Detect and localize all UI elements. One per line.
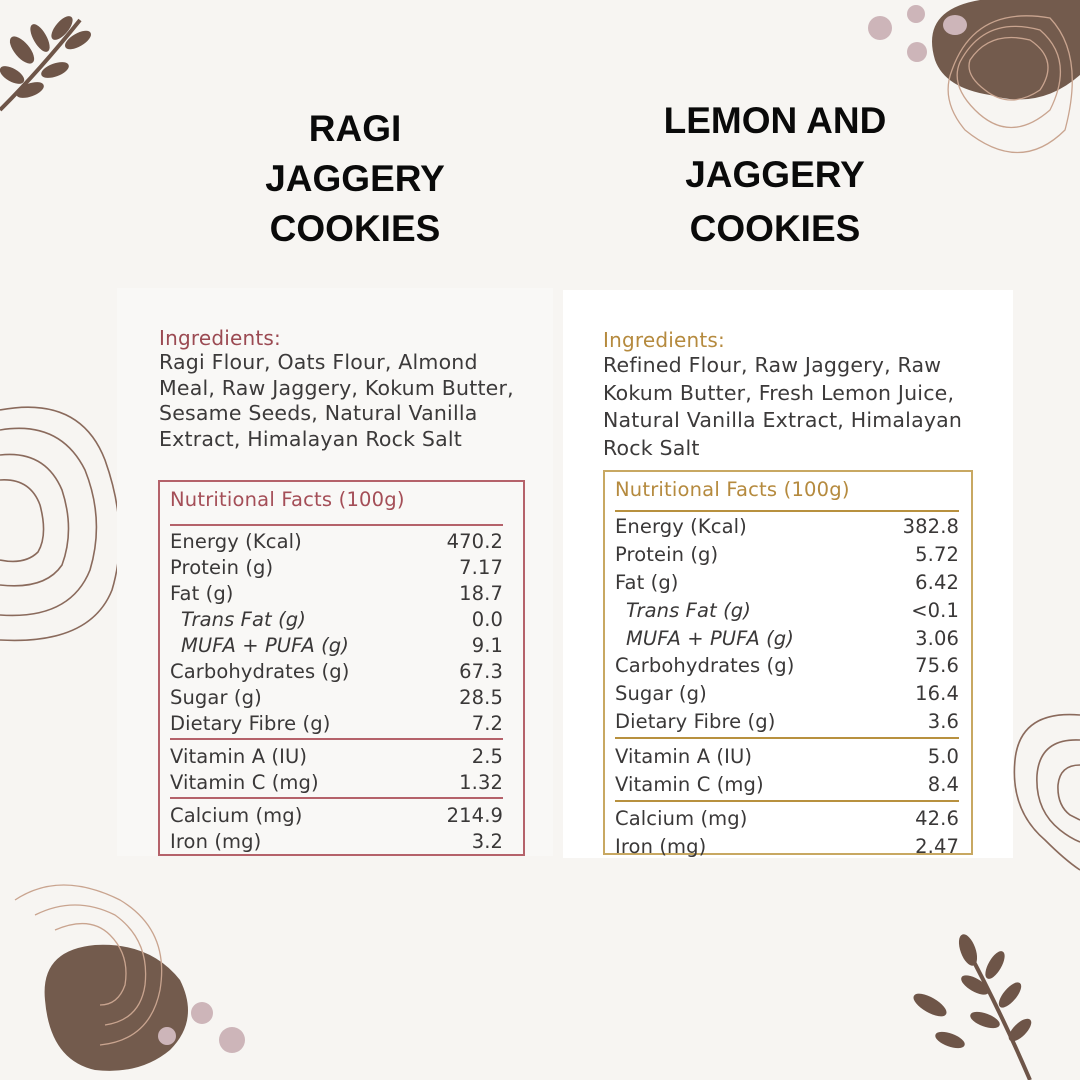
nutrition-row <box>170 528 503 554</box>
nutrient-value: 75.6 <box>915 654 959 678</box>
ingredients-heading: Ingredients: <box>159 326 281 350</box>
nutrition-row <box>170 580 503 606</box>
divider <box>170 524 503 526</box>
nutrient-label: Energy (Kcal) <box>170 529 302 553</box>
divider <box>615 510 959 512</box>
nutrient-label: MUFA + PUFA (g) <box>626 626 794 650</box>
nutrition-row <box>615 624 959 652</box>
nutrition-row <box>170 632 503 658</box>
nutrient-label: Vitamin C (mg) <box>170 770 319 794</box>
nutrient-label: Vitamin A (IU) <box>615 744 753 768</box>
nutrient-value: 470.2 <box>446 529 503 553</box>
nutrient-value: 3.2 <box>471 829 503 853</box>
nutrition-row <box>170 828 503 854</box>
nutrient-value: 7.2 <box>471 711 503 735</box>
product-card-ragi <box>117 288 553 856</box>
nutrient-value: 214.9 <box>446 803 503 827</box>
nutrient-label: Protein (g) <box>170 555 274 579</box>
nutrient-label: Vitamin A (IU) <box>170 744 308 768</box>
ingredients-text: Ragi Flour, Oats Flour, Almond Meal, Raw Jaggery, Kokum Butter, Sesame Seeds, Natural Vanilla Extract, Himalayan Rock Salt <box>159 350 514 451</box>
nutrition-row <box>615 513 959 541</box>
nutrient-label: Calcium (mg) <box>170 803 303 827</box>
nutrient-value: 42.6 <box>915 807 959 831</box>
nutrient-value: 1.32 <box>459 770 503 794</box>
nutrient-label: Sugar (g) <box>615 682 707 706</box>
nutrient-label: Calcium (mg) <box>615 807 748 831</box>
nutrient-value: 16.4 <box>915 682 959 706</box>
nutrition-table <box>170 524 503 854</box>
nutrient-label: MUFA + PUFA (g) <box>181 633 349 657</box>
nutrition-row <box>170 802 503 828</box>
nutrient-label: Iron (mg) <box>615 835 707 859</box>
divider <box>170 738 503 740</box>
nutrient-value: 7.17 <box>459 555 503 579</box>
nutrition-row <box>170 710 503 736</box>
nutrient-value: 2.47 <box>915 835 959 859</box>
nutrition-row <box>615 680 959 708</box>
nutrient-label: Dietary Fibre (g) <box>615 709 776 733</box>
nutrition-facts-box <box>158 480 525 856</box>
nutrient-label: Energy (Kcal) <box>615 515 747 539</box>
nutrient-label: Protein (g) <box>615 543 719 567</box>
nutrition-facts-box <box>603 470 973 859</box>
nutrition-row <box>170 606 503 632</box>
nutrient-value: 5.0 <box>927 744 959 768</box>
nutrient-label: Trans Fat (g) <box>181 607 306 631</box>
nutrient-label: Vitamin C (mg) <box>615 772 764 796</box>
nutrition-row <box>615 596 959 624</box>
nutrition-facts-title: Nutritional Facts (100g) <box>615 478 850 501</box>
ingredients-heading: Ingredients: <box>603 328 725 352</box>
nutrient-value: 2.5 <box>471 744 503 768</box>
nutrition-facts-title: Nutritional Facts (100g) <box>170 488 405 511</box>
nutrition-row <box>615 805 959 833</box>
nutrition-row <box>170 684 503 710</box>
nutrient-value: 6.42 <box>915 570 959 594</box>
nutrient-label: Trans Fat (g) <box>626 598 751 622</box>
product-title-right: LEMON AND JAGGERY COOKIES <box>663 100 887 249</box>
nutrition-row <box>615 541 959 569</box>
nutrition-row <box>615 652 959 680</box>
nutrient-value: 3.6 <box>927 709 959 733</box>
nutrient-value: 67.3 <box>459 659 503 683</box>
nutrient-value: 3.06 <box>915 626 959 650</box>
nutrition-row <box>615 742 959 770</box>
divider <box>615 737 959 739</box>
nutrient-value: 382.8 <box>902 515 959 539</box>
nutrition-row <box>615 833 959 861</box>
nutrient-value: 5.72 <box>915 543 959 567</box>
nutrient-label: Iron (mg) <box>170 829 262 853</box>
divider <box>170 797 503 799</box>
nutrition-row <box>615 770 959 798</box>
nutrition-row <box>615 708 959 736</box>
nutrient-value: 8.4 <box>927 772 959 796</box>
nutrient-label: Fat (g) <box>615 570 679 594</box>
product-card-lemon <box>563 290 1013 858</box>
nutrition-row <box>170 743 503 769</box>
nutrition-row <box>170 554 503 580</box>
nutrient-label: Fat (g) <box>170 581 234 605</box>
nutrient-label: Dietary Fibre (g) <box>170 711 331 735</box>
nutrition-row <box>170 658 503 684</box>
nutrient-label: Sugar (g) <box>170 685 262 709</box>
nutrient-label: Carbohydrates (g) <box>615 654 795 678</box>
leaf-branch-icon <box>0 13 93 110</box>
nutrient-value: <0.1 <box>911 598 959 622</box>
divider <box>615 800 959 802</box>
nutrient-value: 28.5 <box>459 685 503 709</box>
topographic-lines-icon <box>0 407 120 640</box>
nutrient-value: 0.0 <box>471 607 503 631</box>
nutrient-label: Carbohydrates (g) <box>170 659 350 683</box>
nutrition-row <box>615 569 959 597</box>
ingredients-text: Refined Flour, Raw Jaggery, Raw Kokum Butter, Fresh Lemon Juice, Natural Vanilla Extract, Himalayan Rock Salt <box>603 353 963 460</box>
nutrient-value: 18.7 <box>459 581 503 605</box>
nutrient-value: 9.1 <box>471 633 503 657</box>
nutrition-row <box>170 769 503 795</box>
product-title-left: RAGI JAGGERY COOKIES <box>265 108 445 249</box>
nutrition-table <box>615 510 959 861</box>
